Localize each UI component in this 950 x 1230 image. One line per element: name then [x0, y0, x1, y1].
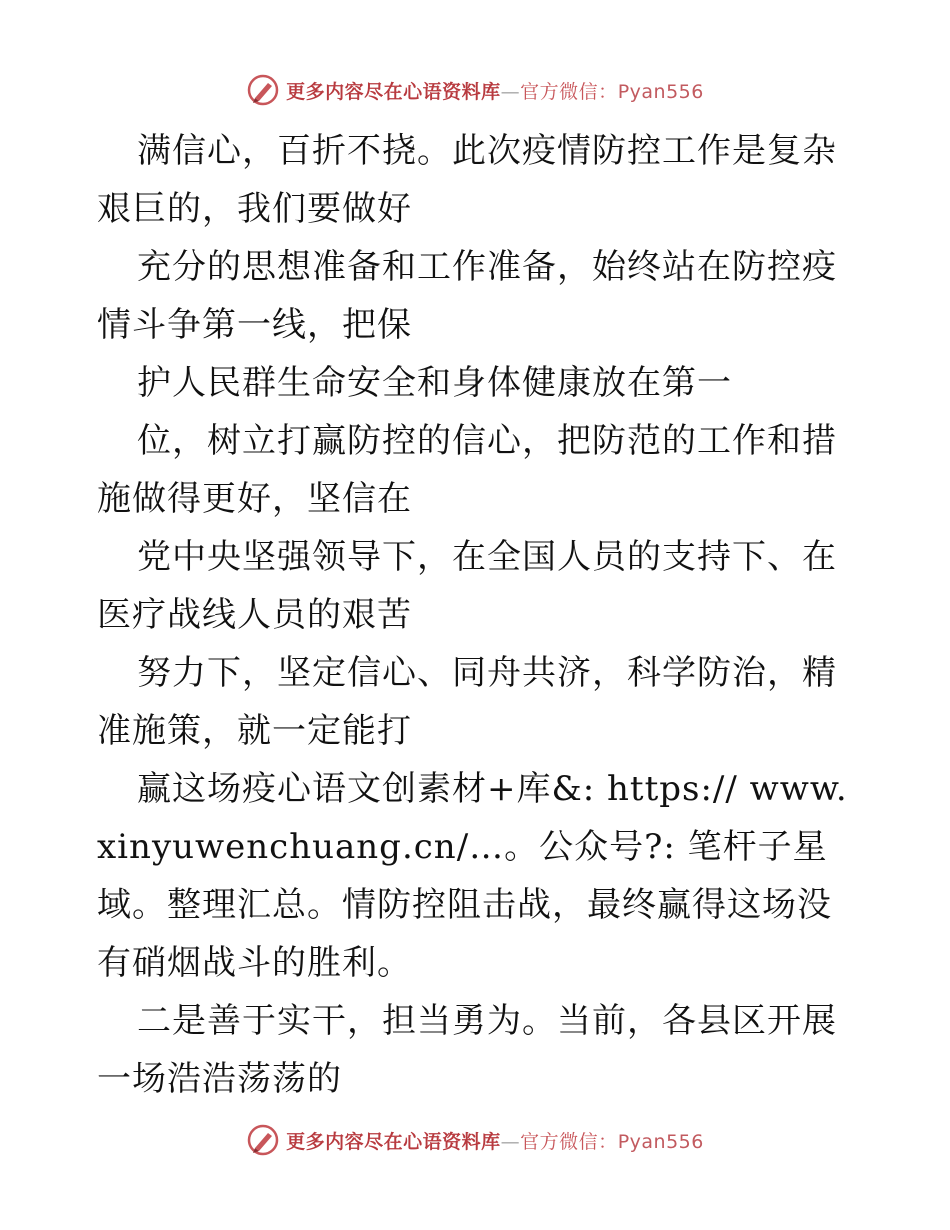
paragraph: 位，树立打赢防控的信心，把防范的工作和措施做得更好，坚信在 — [97, 421, 837, 519]
footer-dash: — — [500, 1130, 521, 1153]
paragraph: 二是善于实干，担当勇为。当前，各县区开展一场浩浩荡荡的 — [97, 1001, 837, 1099]
header-dash: — — [500, 80, 521, 103]
document-body — [97, 122, 857, 1108]
header-watermark — [0, 70, 950, 110]
paragraph: 赢这场疫心语文创素材+库&: https:// www.xinyuwenchuang.cn/…。公众号?: 笔杆子星域。整理汇总。情防控阻击战，最终赢得这场没有硝烟战斗的胜利。 — [97, 769, 848, 983]
paragraph: 努力下，坚定信心、同舟共济，科学防治，精准施策，就一定能打 — [97, 653, 837, 751]
paragraph: 护人民群生命安全和身体健康放在第一 — [137, 363, 732, 403]
header-wechat-id: Pyan556 — [617, 80, 704, 103]
paragraph: 满信心，百折不挠。此次疫情防控工作是复杂艰巨的，我们要做好 — [97, 131, 837, 229]
footer-wechat-id: Pyan556 — [617, 1130, 704, 1153]
pen-logo-icon — [246, 1123, 280, 1157]
footer-watermark-text — [286, 1127, 704, 1154]
footer-watermark — [0, 1120, 950, 1160]
pen-logo-icon — [246, 73, 280, 107]
footer-site-name: 更多内容尽在心语资料库 — [286, 1130, 501, 1153]
header-site-name: 更多内容尽在心语资料库 — [286, 80, 501, 103]
header-watermark-text — [286, 77, 704, 104]
paragraph: 充分的思想准备和工作准备，始终站在防控疫情斗争第一线，把保 — [97, 247, 837, 345]
header-wechat-label: 官方微信： — [520, 80, 618, 103]
paragraph: 党中央坚强领导下，在全国人员的支持下、在医疗战线人员的艰苦 — [97, 537, 837, 635]
footer-wechat-label: 官方微信： — [520, 1130, 618, 1153]
